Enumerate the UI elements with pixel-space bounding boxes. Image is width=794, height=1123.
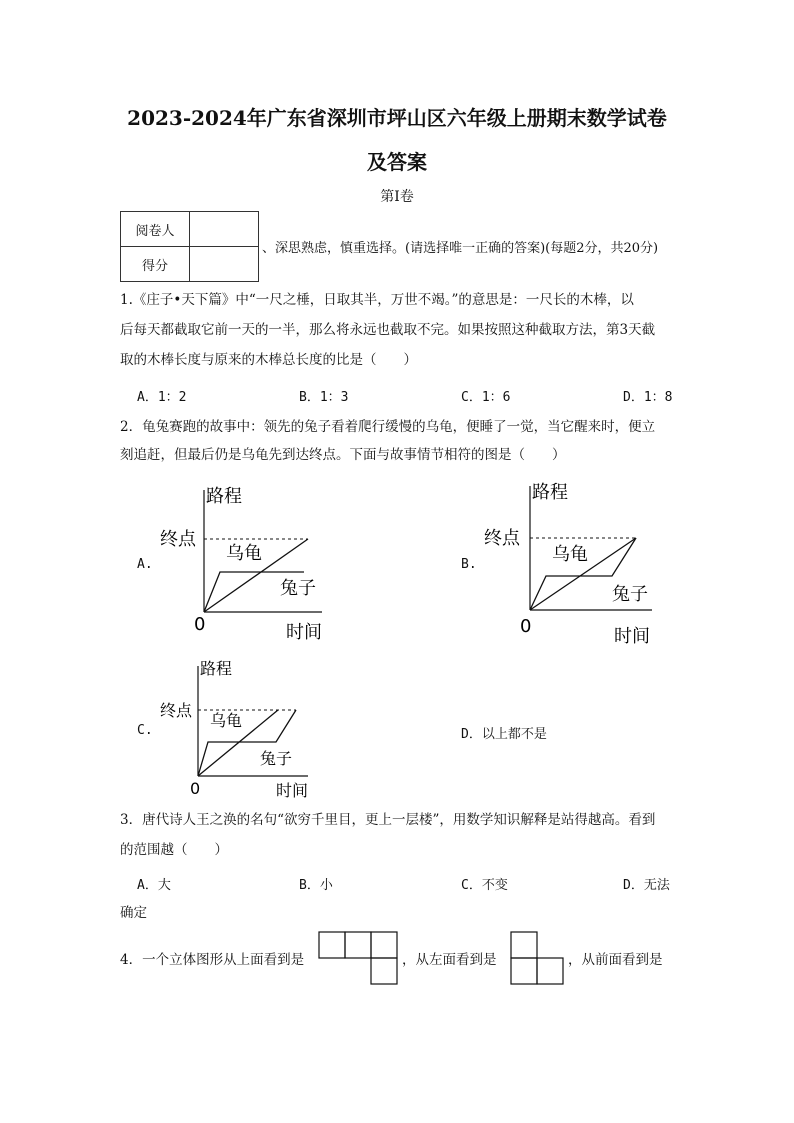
q4-text-1: 4．一个立体图形从上面看到是	[120, 952, 305, 968]
top-view-figure	[318, 931, 400, 987]
score-blank	[190, 247, 259, 282]
graph-a-x-label: 时间	[286, 622, 322, 643]
left-view-figure	[510, 931, 568, 987]
graph-a-origin: 0	[194, 614, 206, 635]
graph-c-rabbit-label: 兔子	[260, 749, 293, 768]
graph-b-origin: 0	[520, 616, 532, 637]
graph-c-origin: 0	[190, 779, 201, 798]
graph-b-y-label: 路程	[532, 482, 568, 503]
q2-option-d: D．以上都不是	[461, 727, 547, 742]
q2-line-2: 刻追赶，但最后仍是乌龟先到达终点。下面与故事情节相符的图是（ ）	[120, 447, 566, 463]
q1-option-d: D．1：8	[623, 390, 673, 405]
document-title-line2: 及答案	[367, 150, 427, 174]
graph-a-y-label: 路程	[206, 486, 242, 507]
graph-c-y-label: 路程	[200, 659, 233, 678]
q4-text-2: ，从左面看到是	[402, 952, 497, 968]
q3-option-b: B．小	[299, 878, 333, 893]
graph-a	[150, 478, 340, 646]
q2-option-b: B.	[461, 557, 477, 572]
q3-line-1: 3．唐代诗人王之涣的名句“欲穷千里目，更上一层楼”，用数学知识解释是站得越高。看到	[120, 812, 656, 828]
q1-line-2: 后每天都截取它前一天的一半，那么将永远也截取不完。如果按照这种截取方法，第3天截	[120, 322, 656, 338]
score-table	[120, 211, 259, 282]
q1-line-3: 取的木棒长度与原来的木棒总长度的比是（ ）	[120, 352, 417, 368]
q3-option-d-continuation: 确定	[120, 905, 147, 921]
volume-label: 第I卷	[380, 189, 414, 205]
q3-line-2: 的范围越（ ）	[120, 842, 228, 858]
q1-line-1: 1.《庄子•天下篇》中“一尺之棰，日取其半，万世不竭。”的意思是：一尺长的木棒，以	[120, 292, 634, 308]
graph-a-finish-label: 终点	[160, 529, 196, 550]
q3-option-d: D．无法	[623, 878, 670, 893]
q1-option-b: B．1：3	[299, 390, 349, 405]
reviewer-cell: 阅卷人	[121, 212, 190, 247]
graph-a-tortoise-label: 乌龟	[226, 543, 262, 564]
graph-c	[156, 656, 326, 802]
graph-b-x-label: 时间	[614, 626, 650, 647]
graph-c-tortoise-label: 乌龟	[210, 711, 243, 730]
document-title-line1: 2023-2024年广东省深圳市坪山区六年级上册期末数学试卷	[127, 106, 667, 130]
score-cell: 得分	[121, 247, 190, 282]
graph-c-finish-label: 终点	[160, 701, 193, 720]
graph-a-rabbit-label: 兔子	[280, 578, 316, 599]
q1-option-c: C．1：6	[461, 390, 511, 405]
reviewer-blank	[190, 212, 259, 247]
graph-b-finish-label: 终点	[484, 528, 520, 549]
q2-option-a: A.	[137, 557, 153, 572]
q3-option-c: C．不变	[461, 878, 508, 893]
graph-b-rabbit-label: 兔子	[612, 584, 648, 605]
graph-c-x-label: 时间	[276, 781, 309, 800]
q2-option-c: C.	[137, 723, 153, 738]
graph-b-tortoise-label: 乌龟	[552, 544, 588, 565]
graph-b	[476, 476, 676, 648]
section-heading: 、深思熟虑，慎重选择。(请选择唯一正确的答案)(每题2分，共20分)	[262, 241, 659, 256]
q2-line-1: 2．龟兔赛跑的故事中：领先的兔子看着爬行缓慢的乌龟，便睡了一觉，当它醒来时，便立	[120, 419, 656, 435]
q3-option-a: A．大	[137, 878, 171, 893]
q4-text-3: ，从前面看到是	[568, 952, 663, 968]
q1-option-a: A．1：2	[137, 390, 187, 405]
